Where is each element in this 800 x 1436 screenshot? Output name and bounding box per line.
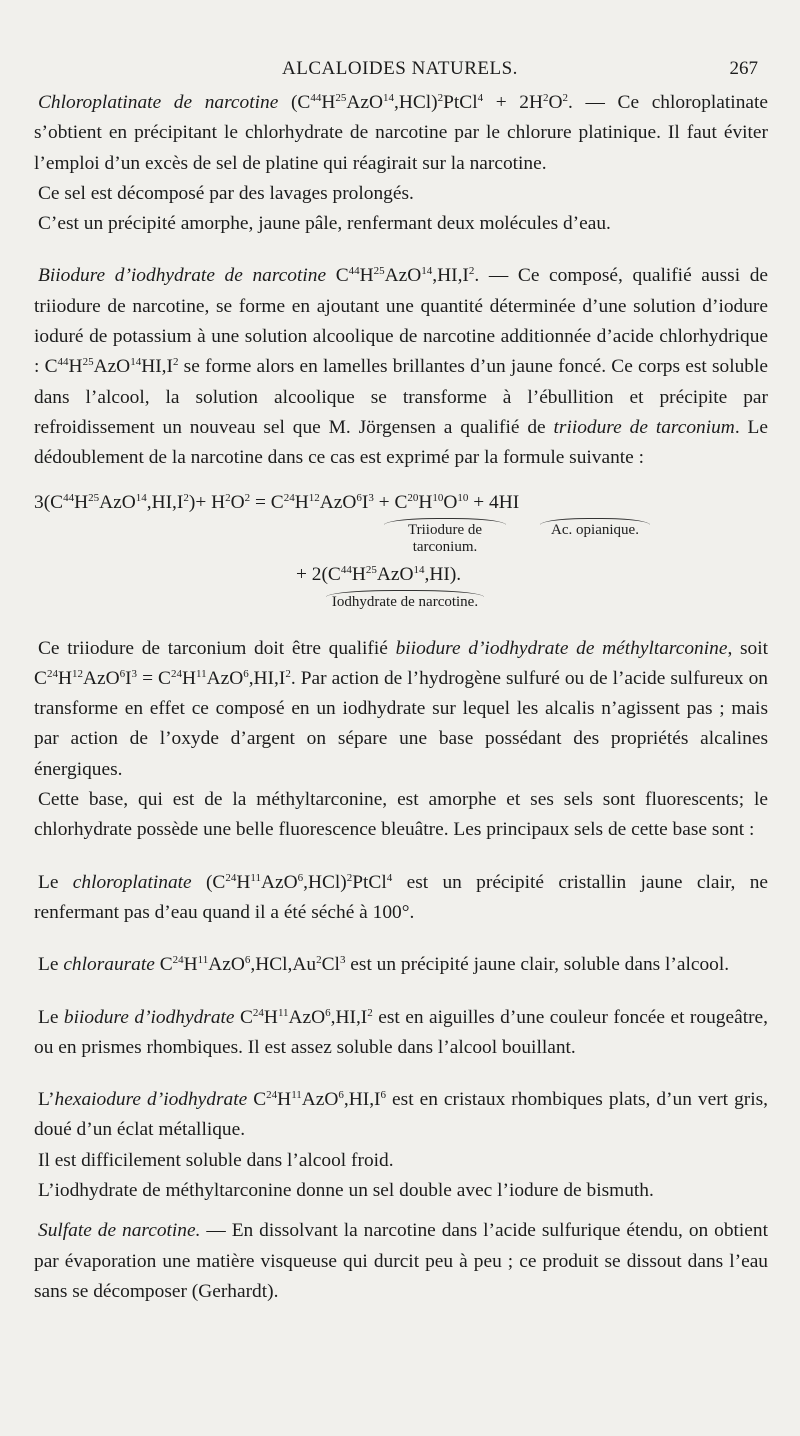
paragraph: Ce sel est décomposé par des lavages prolongés. xyxy=(38,182,414,204)
paragraph-text: — Ce chloroplatinate s’obtient en précipitant le chlorhydrate de narcotine par le chlorure platinique. Il faut éviter l’emploi d’un excès de sel de platine qui réagirait sur la narcotine. xyxy=(34,92,768,174)
section-title: Chloroplatinate de narcotine xyxy=(38,92,279,113)
paragraph-chloraurate: Le chloraurate $C^{24}H^{11}AzO^6,HCl,Au^2Cl^3$ est un précipité jaune clair, soluble dans l’alcool. xyxy=(38,954,730,976)
label-triiodure: Triiodure de xyxy=(407,521,483,538)
paragraph-sulfate-narcotine xyxy=(34,1216,768,1307)
paragraph-biiodure: Le biiodure d’iodhydrate $C^{24}H^{11}AzO^6,HI,I^2$ est en aiguilles d’une couleur foncée et rougeâtre, ou en prismes rhombiques. Il est assez soluble dans l’alcool bouillant. xyxy=(34,1006,768,1058)
reaction-equation xyxy=(34,478,768,628)
label-acide-opianique: Ac. opianique. xyxy=(551,521,639,538)
paragraph-chloroplatinate: Le chloroplatinate $(C^{24}H^{11}AzO^6,HCl)^2PtCl^4$ est un précipité cristallin jaune clair, ne renfermant pas d’eau quand il a été séché à 100°. xyxy=(34,871,768,923)
equation-line-2: + $2(C^{44}H^{25}AzO^{14},HI)$. xyxy=(296,563,462,585)
equation-term-acide: $C^{20}H^{10}O^{10}$ xyxy=(394,491,469,513)
formula: $(C^{44}H^{25}AzO^{14},HCl)^2PtCl^4 + 2H^2O^2$. xyxy=(290,92,573,113)
paragraph-text: — En dissolvant la narcotine dans l’acide sulfurique étendu, on obtient par évaporation une matière visqueuse qui durcit peu à peu ; ce produit se dissout dans l’eau sans se décomposer (Gerhardt). xyxy=(34,1220,768,1302)
equation-left: $3(C^{44}H^{25}AzO^{14},HI,I^2)+ H^2O^2$ = xyxy=(34,491,271,513)
paragraph: C’est un précipité amorphe, jaune pâle, renfermant deux molécules d’eau. xyxy=(38,213,611,235)
page-header xyxy=(0,54,800,84)
page-number: 267 xyxy=(729,58,758,79)
page-body xyxy=(34,88,768,1307)
section-title: Sulfate de narcotine. xyxy=(38,1220,201,1242)
equation-plus: + xyxy=(373,491,395,513)
paragraph: Il est difficilement soluble dans l’alcool froid. xyxy=(38,1149,394,1171)
paragraph: L’iodhydrate de méthyltarconine donne un sel double avec l’iodure de bismuth. xyxy=(38,1180,654,1202)
equation-term-triiodure: $C^{24}H^{12}AzO^6I^3$ xyxy=(270,491,374,513)
equation-plus-hi: + 4HI xyxy=(468,491,520,513)
paragraph: Cette base, qui est de la méthyltarconine, est amorphe et ses sels sont fluorescents; le chlorhydrate possède une belle fluorescence bleuâtre. Les principaux sels de cette base sont : xyxy=(34,789,768,841)
label-tarconium: tarconium. xyxy=(412,538,478,555)
label-iodhydrate-narcotine: Iodhydrate de narcotine. xyxy=(331,593,479,610)
paragraph-chloroplatinate-narcotine xyxy=(34,88,768,179)
paragraph-text: $C^{44}H^{25}AzO^{14},HI,I^2$. — Ce composé, qualifié aussi de triiodure de narcotine, se forme en ajoutant une quantité déterminée d’une solution d’iodure ioduré de potassium à une solution alcoolique de narcotine additionnée d’acide chlorhydrique : $C^{44}H^{25}AzO^{14}HI,I^2$ se forme alors en lamelles brillantes d’un jaune foncé. Ce corps est soluble dans l’alcool, la solution alcoolique se transforme à l’ébullition et précipite par refroidissement un nouveau sel que M. Jörgensen a qualifié de triiodure de tarconium. Le dédoublement de la narcotine dans ce cas est exprimé par la formule suivante : xyxy=(34,265,769,469)
running-title: ALCALOIDES NATURELS. xyxy=(282,58,518,79)
paragraph-hexaiodure: L’hexaiodure d’iodhydrate $C^{24}H^{11}AzO^6,HI,I^6$ est en cristaux rhombiques plats, d’un vert gris, doué d’un éclat métallique. xyxy=(34,1089,768,1141)
paragraph: Ce triiodure de tarconium doit être qualifié biiodure d’iodhydrate de méthyltarconine, soit $C^{24}H^{12}AzO^6I^3 = C^{24}H^{11}AzO^6,HI,I^2$. Par action de l’hydrogène sulfuré ou de l’acide sulfureux on transforme en effet ce composé en un iodhydrate sur lequel les alcalis n’agissent pas ; mais par action de l’oxyde d’argent on sépare une base possédant des propriétés alcalines énergiques. xyxy=(34,637,769,780)
section-title: Biiodure d’iodhydrate de narcotine xyxy=(38,265,327,287)
paragraph-biiodure-narcotine xyxy=(34,261,768,473)
